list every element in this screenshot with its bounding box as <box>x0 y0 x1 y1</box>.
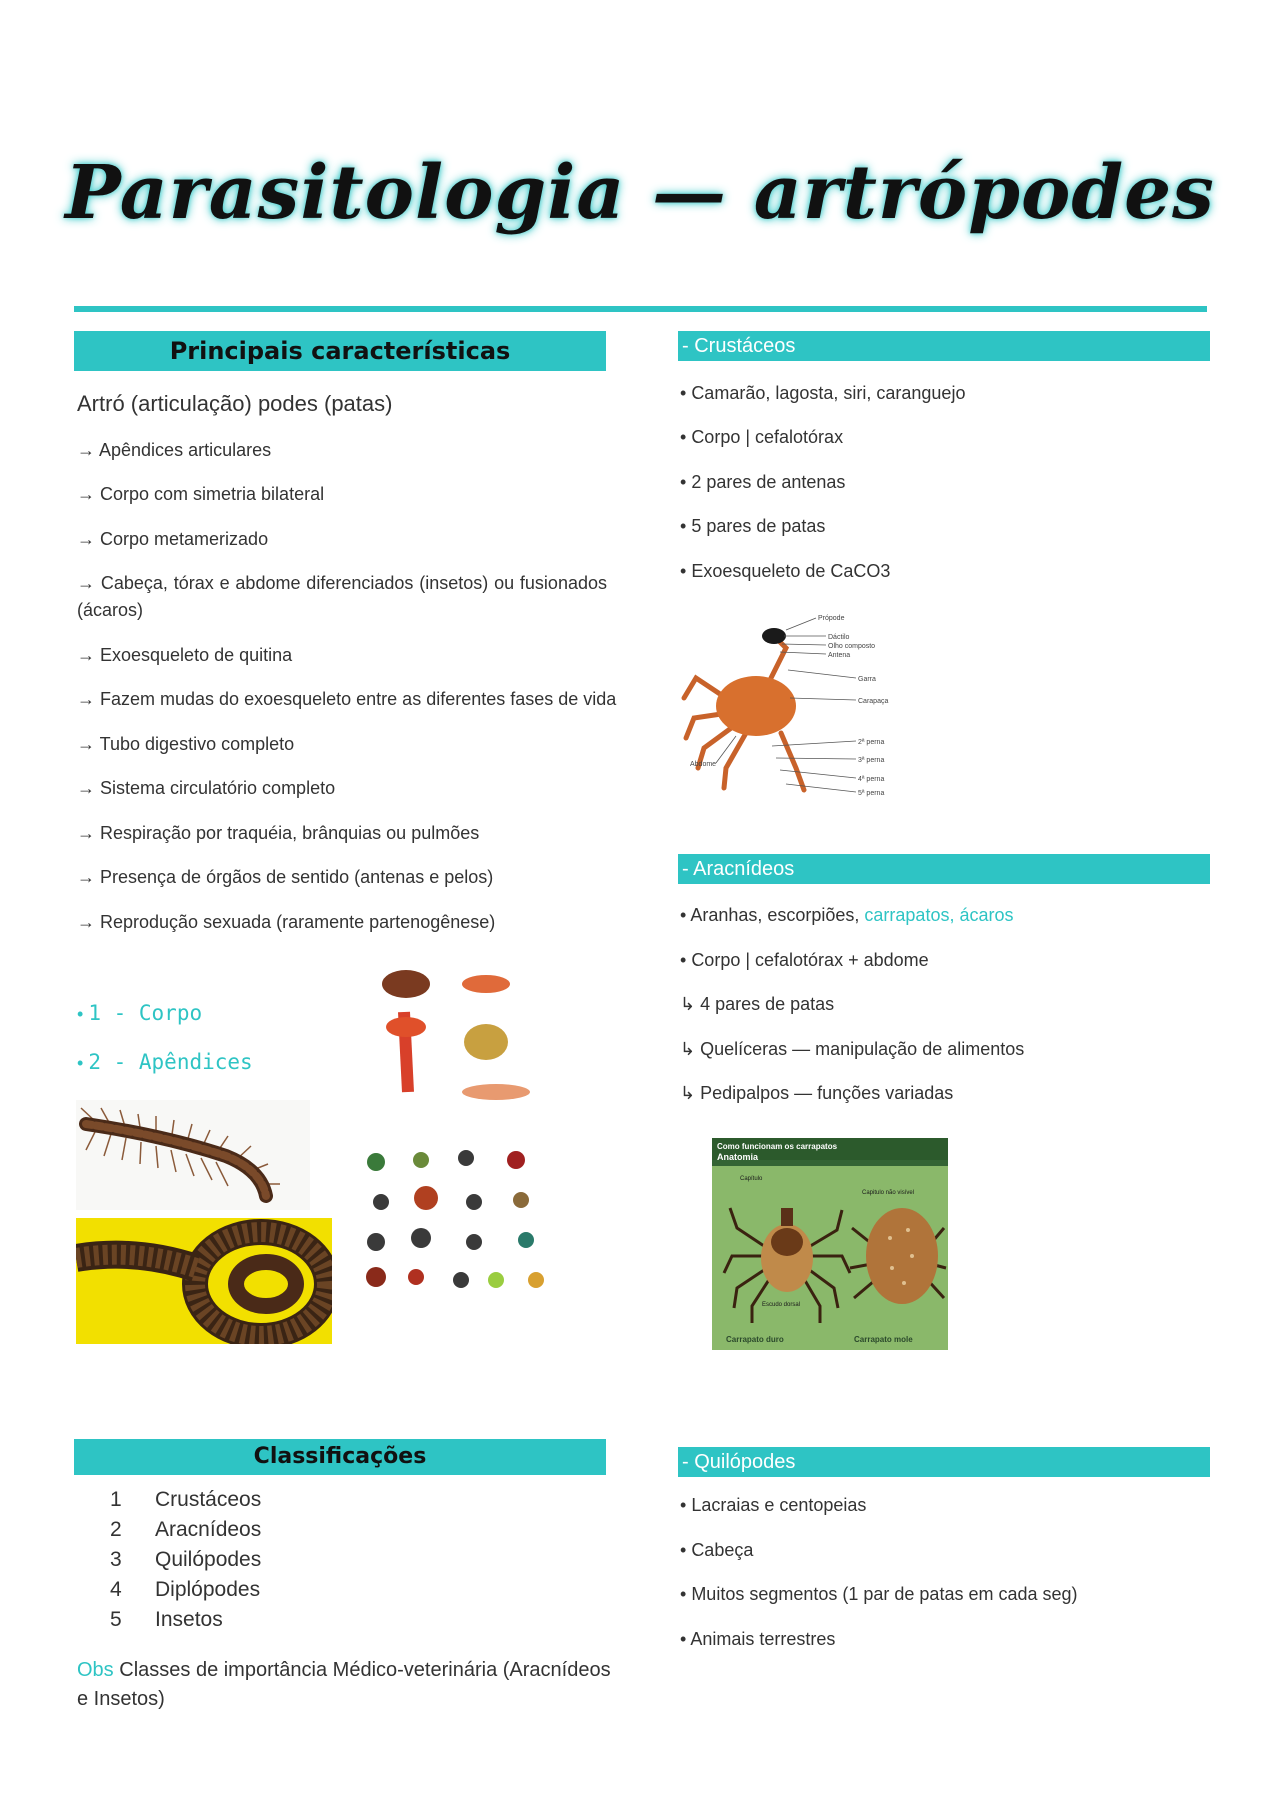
crab-label: 5ª perna <box>858 790 885 797</box>
tick-figure-subtitle: Anatomia <box>717 1152 759 1162</box>
millipede-image <box>76 1218 332 1344</box>
tick-anatomy-image <box>712 1138 948 1350</box>
list-item: → Tubo digestivo completo <box>77 734 295 754</box>
tick-label-soft: Capitulo não visível <box>862 1190 915 1196</box>
list-item: → Corpo metamerizado <box>77 529 269 549</box>
obs-note: Obs Classes de importância Médico-veterinária (Aracnídeos e Insetos) <box>77 1659 611 1710</box>
crab-label: Própode <box>818 615 845 622</box>
section-header-aracnideos: - Aracnídeos <box>678 854 1210 884</box>
crab-label: Garra <box>858 676 876 683</box>
list-item: • Corpo | cefalotórax + abdome <box>680 950 929 970</box>
list-item: • Animais terrestres <box>680 1629 836 1649</box>
arthropod-collage-image <box>356 962 570 1302</box>
section-header-classificacoes: Classificações <box>74 1439 606 1475</box>
list-item: → Reprodução sexuada (raramente partenogênese) <box>77 912 496 932</box>
list-item: → Apêndices articulares <box>77 440 272 460</box>
list-item: • Exoesqueleto de CaCO3 <box>680 561 891 581</box>
list-item: → Respiração por traquéia, brânquias ou pulmões <box>77 823 480 843</box>
list-item: ↳ Quelíceras — manipulação de alimentos <box>680 1039 1025 1059</box>
list-item: ↳ Pedipalpos — funções variadas <box>680 1083 954 1103</box>
body-part-item: • 2 - Apêndices <box>77 1050 253 1074</box>
crab-label: Antena <box>828 652 851 659</box>
list-item: 4 Diplópodes <box>110 1578 261 1601</box>
list-item: • 5 pares de patas <box>680 516 826 536</box>
crab-label: Olho composto <box>828 643 876 650</box>
list-item: 1 Crustáceos <box>110 1488 262 1511</box>
list-item: → Cabeça, tórax e abdome diferenciados (insetos) ou fusionados (ácaros) <box>77 573 607 620</box>
crab-label: 2ª perna <box>858 739 885 746</box>
crab-anatomy-image <box>676 608 906 808</box>
list-item: • Corpo | cefalotórax <box>680 427 844 447</box>
page-title: Parasitologia — artrópodes <box>65 150 1215 236</box>
centipede-image <box>76 1100 310 1210</box>
list-item: • Lacraias e centopeias <box>680 1495 867 1515</box>
list-item: → Corpo com simetria bilateral <box>77 484 325 504</box>
list-item: → Exoesqueleto de quitina <box>77 645 293 665</box>
tick-label-escudo: Escudo dorsal <box>762 1302 801 1308</box>
list-item: • Camarão, lagosta, siri, caranguejo <box>680 383 966 403</box>
list-item: → Fazem mudas do exoesqueleto entre as diferentes fases de vida <box>77 689 617 709</box>
list-item: 5 Insetos <box>110 1608 223 1631</box>
intro-text: Artró (articulação) podes (patas) <box>77 391 393 416</box>
list-item: • 2 pares de antenas <box>680 472 846 492</box>
list-item: ↳ 4 pares de patas <box>680 994 835 1014</box>
list-item: → Sistema circulatório completo <box>77 778 336 798</box>
section-header-quilopodes: - Quilópodes <box>678 1447 1210 1477</box>
tick-figure-title: Como funcionam os carrapatos <box>717 1142 838 1151</box>
classification-list <box>110 1488 261 1638</box>
list-item: • Muitos segmentos (1 par de patas em cada seg) <box>680 1584 1078 1604</box>
list-item: • Aranhas, escorpiões, carrapatos, ácaros <box>680 905 1014 925</box>
tick-label-mole: Carrapato mole <box>854 1335 913 1344</box>
crab-label: 4ª perna <box>858 776 885 783</box>
list-item: → Presença de órgãos de sentido (antenas e pelos) <box>77 867 494 887</box>
list-item: 3 Quilópodes <box>110 1548 262 1571</box>
tick-label-capitulo: Capítulo <box>740 1176 763 1182</box>
list-item: • Cabeça <box>680 1540 754 1560</box>
title-divider <box>74 306 1207 312</box>
crab-label: Carapaça <box>858 698 889 705</box>
crab-label: 3ª perna <box>858 757 885 764</box>
section-header-principais: Principais características <box>74 331 606 371</box>
tick-label-duro: Carrapato duro <box>726 1335 784 1344</box>
list-item: 2 Aracnídeos <box>110 1518 262 1541</box>
crab-label: Dáctilo <box>828 634 850 641</box>
section-header-crustaceos: - Crustáceos <box>678 331 1210 361</box>
body-part-item: • 1 - Corpo <box>77 1001 203 1025</box>
crab-label: Abdome <box>690 761 717 768</box>
